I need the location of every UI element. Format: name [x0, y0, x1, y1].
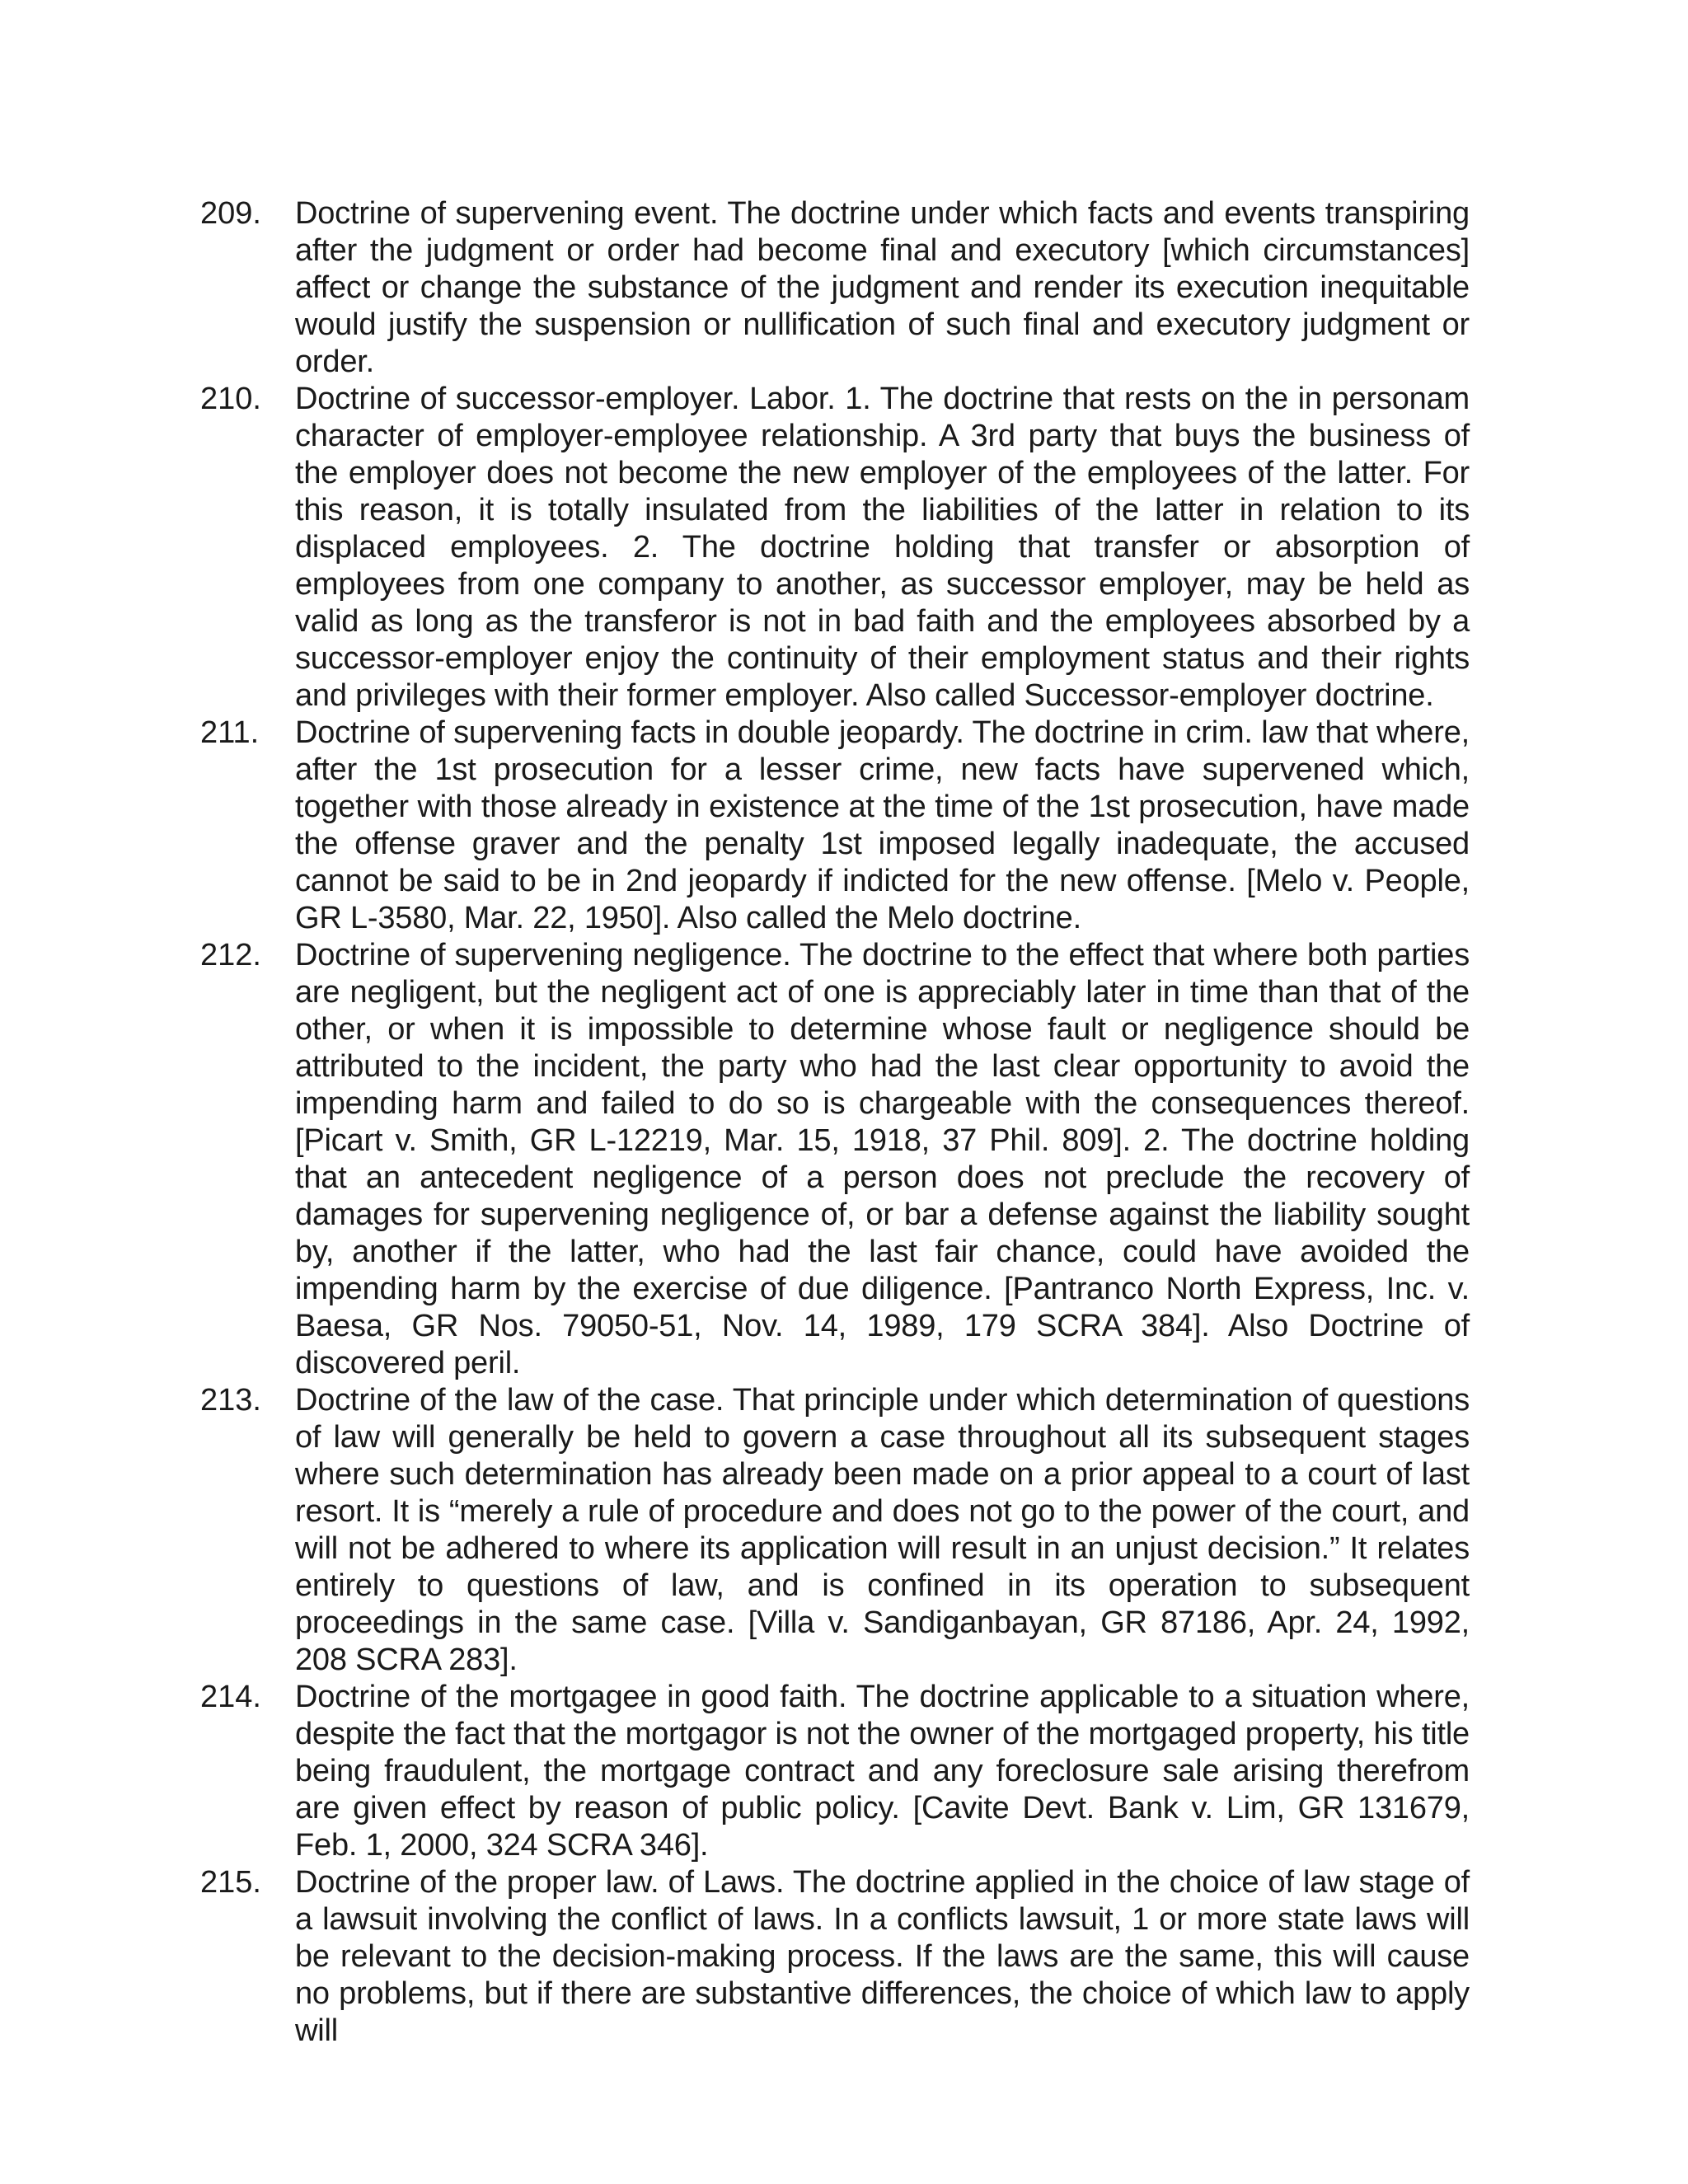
entry-number: 211. — [200, 715, 260, 750]
entry-text: Doctrine of the proper law. of Laws. The doctrine applied in the choice of law stage of a lawsuit involving the conflict of laws. In a conflicts lawsuit, 1 or more state laws will be relevant to the decision-making process. If the laws are the same, this will cause no problems, but if there are substantive differences, the choice of which law to apply will — [295, 1865, 1470, 2048]
entry-214 — [200, 1679, 1470, 1864]
entry-text: Doctrine of supervening facts in double jeopardy. The doctrine in crim. law that where, after the 1st prosecution for a lesser crime, new facts have supervened which, together with those already in existence at the time of the 1st prosecution, have made the offense graver and the penalty 1st imposed legally inadequate, the accused cannot be said to be in 2nd jeopardy if indicted for the new offense. [Melo v. People, GR L-3580, Mar. 22, 1950]. Also called the Melo doctrine. — [295, 715, 1470, 935]
entry-number: 214. — [200, 1680, 261, 1714]
entry-211 — [200, 715, 1470, 937]
entry-text: Doctrine of supervening negligence. The doctrine to the effect that where both parties are negligent, but the negligent act of one is appreciably later in time than that of the other, or when it is impossible to determine whose fault or negligence should be attributed to the incident, the party who had the last clear opportunity to avoid the impending harm and failed to do so is chargeable with the consequences thereof. [Picart v. Smith, GR L-12219, Mar. 15, 1918, 37 Phil. 809]. 2. The doctrine holding that an antecedent negligence of a person does not preclude the recovery of damages for supervening negligence of, or bar a defense against the liability sought by, another if the latter, who had the last fair chance, could have avoided the impending harm by the exercise of due diligence. [Pantranco North Express, Inc. v. Baesa, GR Nos. 79050-51, Nov. 14, 1989, 179 SCRA 384]. Also Doctrine of discovered peril. — [295, 938, 1470, 1380]
entry-number: 215. — [200, 1865, 261, 1900]
entry-number: 209. — [200, 196, 261, 231]
entry-text: Doctrine of supervening event. The doctrine under which facts and events transpiring after the judgment or order had become final and executory [which circumstances] affect or change the substance of the judgment and render its execution inequitable would justify the suspension or nullification of such final and executory judgment or order. — [295, 196, 1470, 379]
entry-213 — [200, 1382, 1470, 1679]
entry-text: Doctrine of the law of the case. That principle under which determination of questions of law will generally be held to govern a case throughout all its subsequent stages where such determination has already been made on a prior appeal to a court of last resort. It is “merely a rule of procedure and does not go to the power of the court, and will not be adhered to where its application will result in an unjust decision.” It relates entirely to questions of law, and is confined in its operation to subsequent proceedings in the same case. [Villa v. Sandiganbayan, GR 87186, Apr. 24, 1992, 208 SCRA 283]. — [295, 1383, 1470, 1677]
entry-number: 212. — [200, 938, 261, 972]
entry-text: Doctrine of successor-employer. Labor. 1. The doctrine that rests on the in personam character of employer-employee relationship. A 3rd party that buys the business of the employer does not become the new employer of the employees of the latter. For this reason, it is totally insulated from the liabilities of the latter in relation to its displaced employees. 2. The doctrine holding that transfer or absorption of employees from one company to another, as successor employer, may be held as valid as long as the transferor is not in bad faith and the employees absorbed by a successor-employer enjoy the continuity of their employment status and their rights and privileges with their former employer. Also called Successor-employer doctrine. — [295, 382, 1470, 713]
entry-list — [200, 195, 1470, 2050]
entry-209 — [200, 195, 1470, 381]
entry-text: Doctrine of the mortgagee in good faith. The doctrine applicable to a situation where, despite the fact that the mortgagor is not the owner of the mortgaged property, his title being fraudulent, the mortgage contract and any foreclosure sale arising therefrom are given effect by reason of public policy. [Cavite Devt. Bank v. Lim, GR 131679, Feb. 1, 2000, 324 SCRA 346]. — [295, 1680, 1470, 1863]
entry-number: 210. — [200, 382, 261, 416]
entry-212 — [200, 937, 1470, 1382]
entry-210 — [200, 381, 1470, 715]
entry-number: 213. — [200, 1383, 261, 1418]
entry-215 — [200, 1864, 1470, 2050]
